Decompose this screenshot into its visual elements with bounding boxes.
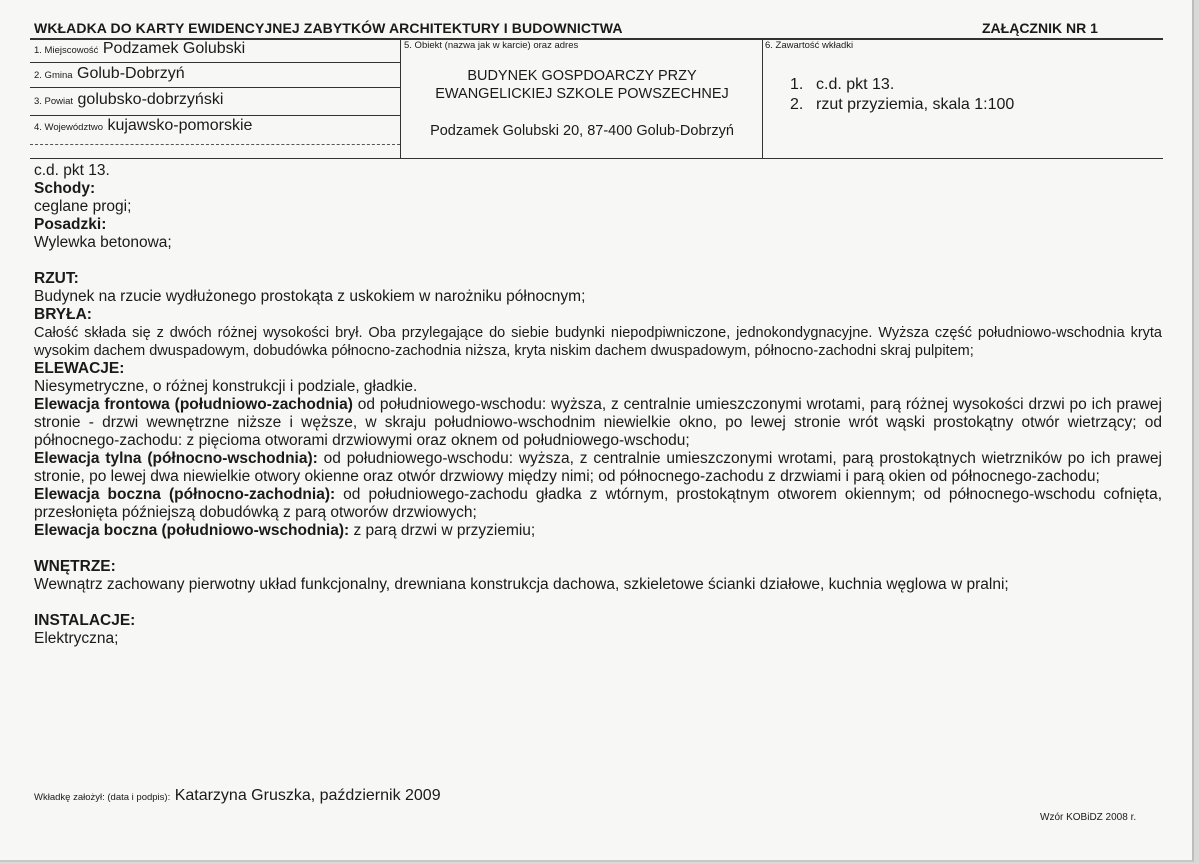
front-elevation-heading: Elewacja frontowa (południowo-zachodnia) [34, 396, 353, 413]
locality-label: 1. Miejscowość [34, 45, 99, 56]
massing-text: Całość składa się z dwóch różnej wysokości brył. Oba przylegające do siebie budynki niepodpiwniczone, jednokondygnacyjne. Wyższa część południowo-wschodnia kryta wysokim dachem dwuspadowym, dobudówka północno-zachodnia niższa, kryta niskim dachem dwuspadowym, północno-zachodni skraj pulpitem; [34, 325, 1162, 359]
side-elevation-nw-text: od południowego-zachodu gładka z wtórnym, prostokątnym otworem okiennym; od północnego-wschodu cofnięta, przesłonięta późniejszą dobudówką z parą otworów drzwiowych; [34, 486, 1162, 521]
rear-elevation [34, 450, 1162, 486]
locality-rule [30, 62, 400, 63]
side-elevation-se-heading: Elewacja boczna (południowo-wschodnia): [34, 522, 350, 539]
commune-value: Golub-Dobrzyń [77, 65, 185, 82]
county-label: 3. Powiat [34, 96, 74, 107]
floors-heading: Posadzki: [34, 216, 107, 233]
contents-label: 6. Zawartość wkładki [765, 40, 854, 51]
plan-text: Budynek na rzucie wydłużonego prostokąta z uskokiem w narożniku północnym; [34, 288, 586, 305]
county-rule [30, 115, 400, 116]
front-elevation-text: od południowego-wschodu: wyższa, z centralnie umieszczonymi wrotami, parą różnej wysokości drzwi po ich prawej stronie - drzwi wewnętrzne niższe i węższe, w skraju południowo-wschodnim niewielkie okno, po lewej stronie wrót wąski prostokątny otwór wietrzący; od północnego-zachodu: z pięcioma otworami drzwiowymi oraz oknem od południowego-wschodu; [34, 396, 1162, 449]
object-name [402, 67, 762, 103]
author-value: Katarzyna Gruszka, październik 2009 [174, 787, 441, 804]
object-address: Podzamek Golubski 20, 87-400 Golub-Dobrzyń [430, 123, 734, 139]
document-title: WKŁADKA DO KARTY EWIDENCYJNEJ ZABYTKÓW ARCHITEKTURY I BUDOWNICTWA [34, 20, 623, 36]
plan-heading: RZUT: [34, 270, 79, 287]
header-divider-2 [762, 39, 763, 158]
elevations-text: Niesymetryczne, o różnej konstrukcji i podziale, gładkie. [34, 378, 418, 395]
elevations-heading: ELEWACJE: [34, 360, 125, 377]
voivodeship-rule [30, 144, 400, 145]
side-elevation-nw [34, 486, 1162, 522]
description-body [34, 162, 1162, 648]
rear-elevation-heading: Elewacja tylna (północno-wschodnia): [34, 450, 318, 467]
installations-heading: INSTALACJE: [34, 612, 136, 629]
contents-item: 1. c.d. pkt 13. [790, 76, 895, 93]
template-version: Wzór KOBiDZ 2008 r. [1040, 812, 1137, 823]
massing-heading: BRYŁA: [34, 306, 92, 323]
header-divider-1 [400, 39, 401, 158]
front-elevation [34, 396, 1162, 450]
voivodeship-field [34, 117, 252, 135]
commune-field [34, 65, 185, 83]
interior-text: Wewnątrz zachowany pierwotny układ funkcjonalny, drewniana konstrukcja dachowa, szkieletowe ścianki działowe, kuchnia węglowa w pralni; [34, 576, 1009, 593]
side-elevation-nw-heading: Elewacja boczna (północno-zachodnia): [34, 486, 336, 503]
object-name-line-1: BUDYNEK GOSPDOARCZY PRZY [467, 68, 697, 84]
floors-text: Wylewka betonowa; [34, 234, 172, 251]
annex-number: ZAŁĄCZNIK NR 1 [982, 20, 1098, 36]
commune-rule [30, 87, 400, 88]
header-bottom-rule [30, 158, 1163, 159]
locality-value: Podzamek Golubski [102, 40, 246, 57]
author-line [34, 787, 441, 805]
stairs-text: ceglane progi; [34, 198, 132, 215]
object-label: 5. Obiekt (nazwa jak w karcie) oraz adres [404, 40, 579, 51]
voivodeship-value: kujawsko-pomorskie [107, 117, 253, 134]
locality-field [34, 40, 245, 58]
continuation-note: c.d. pkt 13. [34, 162, 110, 179]
side-elevation-se [34, 522, 1162, 540]
installations-text: Elektryczna; [34, 630, 119, 647]
contents-item: 2. rzut przyziemia, skala 1:100 [790, 96, 1015, 113]
object-name-line-2: EWANGELICKIEJ SZKOLE POWSZECHNEJ [435, 86, 729, 102]
contents-list [790, 75, 1014, 115]
author-label: Wkładkę założył: (data i podpis): [34, 792, 171, 803]
county-value: golubsko-dobrzyński [77, 91, 224, 108]
stairs-heading: Schody: [34, 180, 96, 197]
rear-elevation-text: od południowego-wschodu: wyższa, z centralnie umieszczonymi wrotami, parą prostokątnych wietrzników po ich prawej stronie, po lewej dwa niewielkie otwory okienne oraz otwór drzwiowy między nimi; od północnego-zachodu z drzwiami i parą okien od północnego-zachodu; [34, 450, 1162, 485]
side-elevation-se-text: z parą drzwi w przyziemiu; [349, 522, 536, 539]
voivodeship-label: 4. Województwo [34, 122, 103, 133]
county-field [34, 91, 223, 109]
interior-heading: WNĘTRZE: [34, 558, 116, 575]
commune-label: 2. Gmina [34, 70, 73, 81]
